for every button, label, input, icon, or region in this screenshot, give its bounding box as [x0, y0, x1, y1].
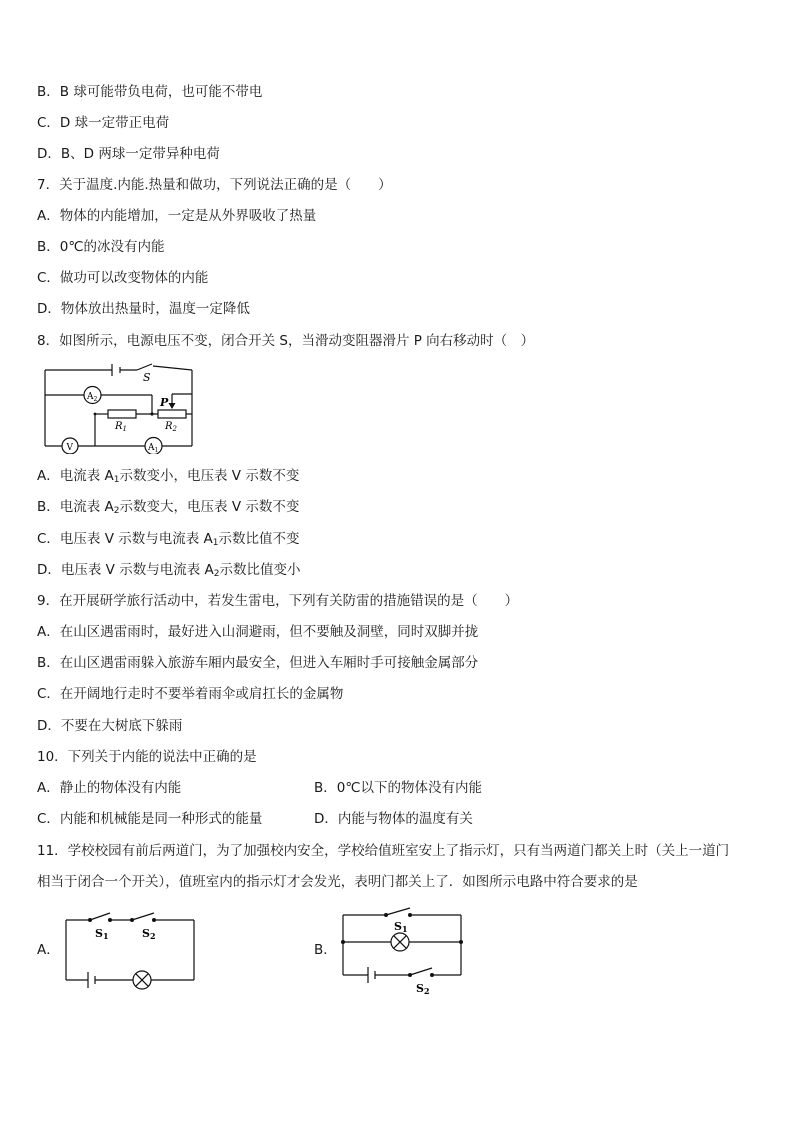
q11-option-b-label: B． [314, 942, 337, 958]
s1-label: S1 [394, 920, 408, 934]
q8-option-c: C．电压表 V 示数与电流表 $A_1$示数比值不变 [37, 531, 300, 548]
v-label: V [66, 443, 73, 453]
q7-option-d: D．物体放出热量时，温度一定降低 [37, 301, 250, 317]
q8-option-d: D．电压表 V 示数与电流表 $A_2$示数比值变小 [37, 562, 301, 579]
a2-label: $A_2$ [87, 392, 98, 403]
q7-stem: 7．关于温度.内能.热量和做功，下列说法正确的是（ ） [37, 177, 392, 193]
switch-s2 [132, 913, 154, 920]
s2-label: S2 [416, 982, 430, 996]
switch-s1 [386, 908, 410, 915]
r1-label: $R_1$ [115, 421, 127, 433]
q6-option-d: D．B、D 两球一定带异种电荷 [37, 146, 220, 162]
switch-label: S [143, 371, 151, 384]
q7-option-c: C．做功可以改变物体的内能 [37, 270, 209, 286]
slider-arrow [169, 403, 176, 409]
q7-option-a: A．物体的内能增加，一定是从外界吸收了热量 [37, 208, 317, 224]
q10-option-a: A．静止的物体没有内能 [37, 780, 182, 796]
a1-label: $A_1$ [148, 443, 159, 454]
q10-stem: 10．下列关于内能的说法中正确的是 [37, 749, 257, 765]
q11-option-a-label: A． [37, 942, 60, 958]
q10-option-b: B．0℃以下的物体没有内能 [314, 780, 483, 796]
q11-stem-line1: 11．学校校园有前后两道门，为了加强校内安全，学校给值班室安上了指示灯，只有当两道门都关上时（关上一道门 [37, 843, 730, 859]
s2-label: S2 [142, 927, 156, 941]
q6-option-b: B．B 球可能带负电荷，也可能不带电 [37, 84, 263, 100]
q11-circuit-a [60, 908, 200, 990]
q11-circuit-b [338, 905, 468, 997]
q9-option-a: A．在山区遇雷雨时，最好进入山洞避雨，但不要触及洞壁，同时双脚并拢 [37, 624, 479, 640]
q9-option-b: B．在山区遇雷雨躲入旅游车厢内最安全，但进入车厢时手可接触金属部分 [37, 655, 479, 671]
q8-option-a: A．电流表 $A_1$示数变小，电压表 V 示数不变 [37, 468, 300, 485]
q11-stem-line2: 相当于闭合一个开关），值班室内的指示灯才会发光，表明门都关上了．如图所示电路中符合要求的是 [37, 874, 638, 890]
switch-s1 [90, 913, 110, 920]
resistor-r1 [108, 410, 136, 418]
q8-option-b: B．电流表 $A_2$示数变大，电压表 V 示数不变 [37, 499, 300, 516]
q9-option-d: D．不要在大树底下躲雨 [37, 718, 183, 734]
junction-dot [150, 412, 153, 415]
junction-dot [94, 413, 97, 416]
q6-option-c: C．D 球一定带正电荷 [37, 115, 170, 131]
s1-label: S1 [95, 927, 109, 941]
switch-s [137, 364, 152, 370]
resistor-r2 [158, 410, 186, 418]
q8-circuit-diagram [40, 362, 200, 454]
q10-option-c: C．内能和机械能是同一种形式的能量 [37, 811, 263, 827]
q8-stem: 8．如图所示，电源电压不变，闭合开关 S，当滑动变阻器滑片 P 向右移动时（ ） [37, 333, 535, 349]
q7-option-b: B．0℃的冰没有内能 [37, 239, 165, 255]
q9-stem: 9．在开展研学旅行活动中，若发生雷电，下列有关防雷的措施错误的是（ ） [37, 593, 519, 609]
q10-option-d: D．内能与物体的温度有关 [314, 811, 473, 827]
r2-label: $R_2$ [165, 421, 177, 433]
switch-s2 [410, 968, 432, 975]
q9-option-c: C．在开阔地行走时不要举着雨伞或肩扛长的金属物 [37, 686, 344, 702]
slider-label: P [160, 396, 169, 409]
